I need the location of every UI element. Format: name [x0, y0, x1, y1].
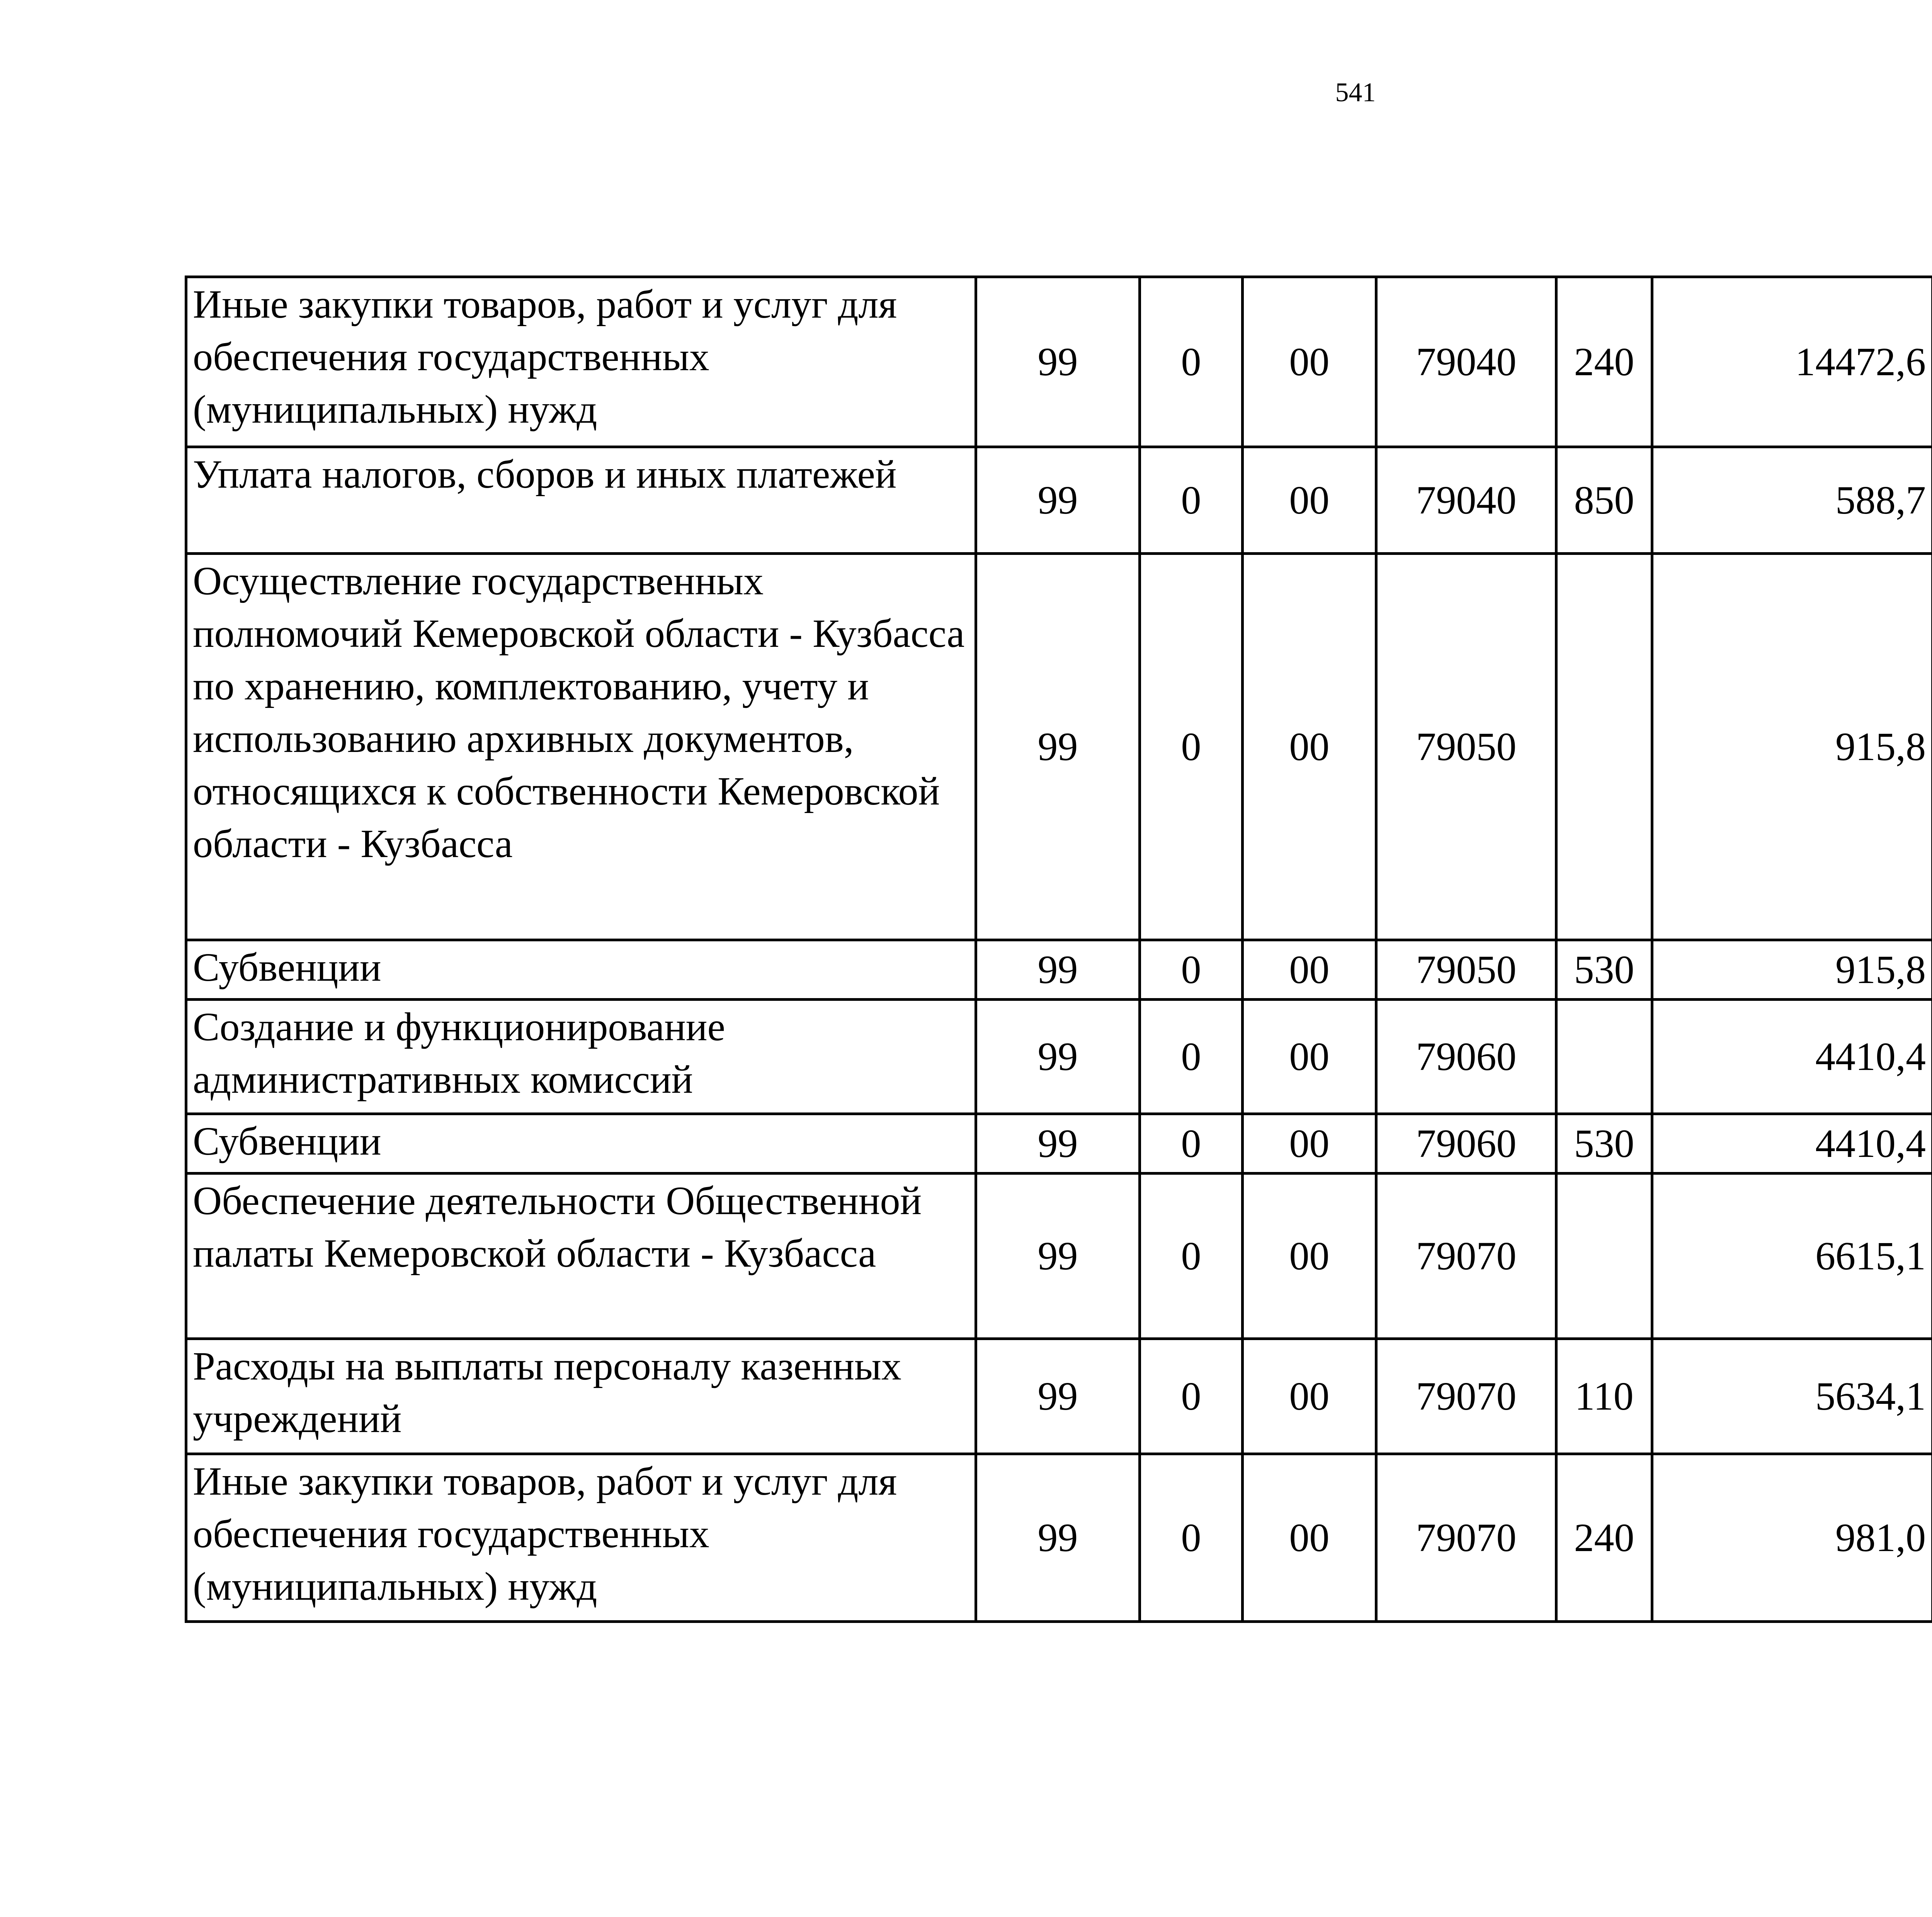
row-name: Субвенции [186, 940, 976, 1000]
program-code: 99 [976, 1339, 1140, 1454]
direction-code: 79060 [1376, 1114, 1556, 1174]
expense-type-code: 240 [1556, 1454, 1652, 1622]
expense-type-code: 240 [1556, 277, 1652, 447]
expense-type-code [1556, 554, 1652, 940]
direction-code: 79040 [1376, 447, 1556, 554]
program-code: 99 [976, 1174, 1140, 1339]
table-row [186, 1174, 1932, 1339]
table-row [186, 940, 1932, 1000]
program-code: 99 [976, 940, 1140, 1000]
main-activity-code: 00 [1243, 277, 1376, 447]
expense-type-code [1556, 1174, 1652, 1339]
main-activity-code: 00 [1243, 940, 1376, 1000]
row-name: Создание и функционирование административных комиссий [186, 1000, 976, 1114]
main-activity-code: 00 [1243, 1339, 1376, 1454]
amount-1: 6615,1 [1652, 1174, 1932, 1339]
row-name: Уплата налогов, сборов и иных платежей [186, 447, 976, 554]
main-activity-code: 00 [1243, 1174, 1376, 1339]
program-code: 99 [976, 1000, 1140, 1114]
table-row [186, 447, 1932, 554]
expense-type-code: 850 [1556, 447, 1652, 554]
subprogram-code: 0 [1140, 1174, 1243, 1339]
budget-table [185, 276, 1932, 1623]
amount-1: 588,7 [1652, 447, 1932, 554]
expense-type-code: 530 [1556, 1114, 1652, 1174]
program-code: 99 [976, 447, 1140, 554]
table-row [186, 1454, 1932, 1622]
amount-1: 915,8 [1652, 940, 1932, 1000]
table-row [186, 554, 1932, 940]
subprogram-code: 0 [1140, 277, 1243, 447]
amount-1: 915,8 [1652, 554, 1932, 940]
program-code: 99 [976, 1114, 1140, 1174]
expense-type-code: 530 [1556, 940, 1652, 1000]
subprogram-code: 0 [1140, 1114, 1243, 1174]
main-activity-code: 00 [1243, 447, 1376, 554]
direction-code: 79050 [1376, 940, 1556, 1000]
table-row [186, 1000, 1932, 1114]
expense-type-code [1556, 1000, 1652, 1114]
row-name: Иные закупки товаров, работ и услуг для обеспечения государственных (муниципальных) нужд [186, 277, 976, 447]
amount-1: 5634,1 [1652, 1339, 1932, 1454]
expense-type-code: 110 [1556, 1339, 1652, 1454]
row-name: Иные закупки товаров, работ и услуг для обеспечения государственных (муниципальных) нужд [186, 1454, 976, 1622]
page-number: 541 [1335, 78, 1376, 107]
subprogram-code: 0 [1140, 1454, 1243, 1622]
subprogram-code: 0 [1140, 1339, 1243, 1454]
direction-code: 79070 [1376, 1454, 1556, 1622]
amount-1: 14472,6 [1652, 277, 1932, 447]
table-row [186, 1114, 1932, 1174]
direction-code: 79070 [1376, 1174, 1556, 1339]
table-row [186, 277, 1932, 447]
main-activity-code: 00 [1243, 1000, 1376, 1114]
direction-code: 79060 [1376, 1000, 1556, 1114]
program-code: 99 [976, 554, 1140, 940]
direction-code: 79050 [1376, 554, 1556, 940]
subprogram-code: 0 [1140, 1000, 1243, 1114]
main-activity-code: 00 [1243, 1454, 1376, 1622]
amount-1: 981,0 [1652, 1454, 1932, 1622]
amount-1: 4410,4 [1652, 1114, 1932, 1174]
subprogram-code: 0 [1140, 940, 1243, 1000]
program-code: 99 [976, 1454, 1140, 1622]
subprogram-code: 0 [1140, 447, 1243, 554]
program-code: 99 [976, 277, 1140, 447]
subprogram-code: 0 [1140, 554, 1243, 940]
row-name: Расходы на выплаты персоналу казенных учреждений [186, 1339, 976, 1454]
main-activity-code: 00 [1243, 1114, 1376, 1174]
amount-1: 4410,4 [1652, 1000, 1932, 1114]
row-name: Субвенции [186, 1114, 976, 1174]
table-row [186, 1339, 1932, 1454]
main-activity-code: 00 [1243, 554, 1376, 940]
direction-code: 79040 [1376, 277, 1556, 447]
row-name: Осуществление государственных полномочий Кемеровской области - Кузбасса по хранению, комплектованию, учету и использованию архивных документов, относящихся к собственности Кемеровской области - Кузбасса [186, 554, 976, 940]
row-name: Обеспечение деятельности Общественной палаты Кемеровской области - Кузбасса [186, 1174, 976, 1339]
direction-code: 79070 [1376, 1339, 1556, 1454]
